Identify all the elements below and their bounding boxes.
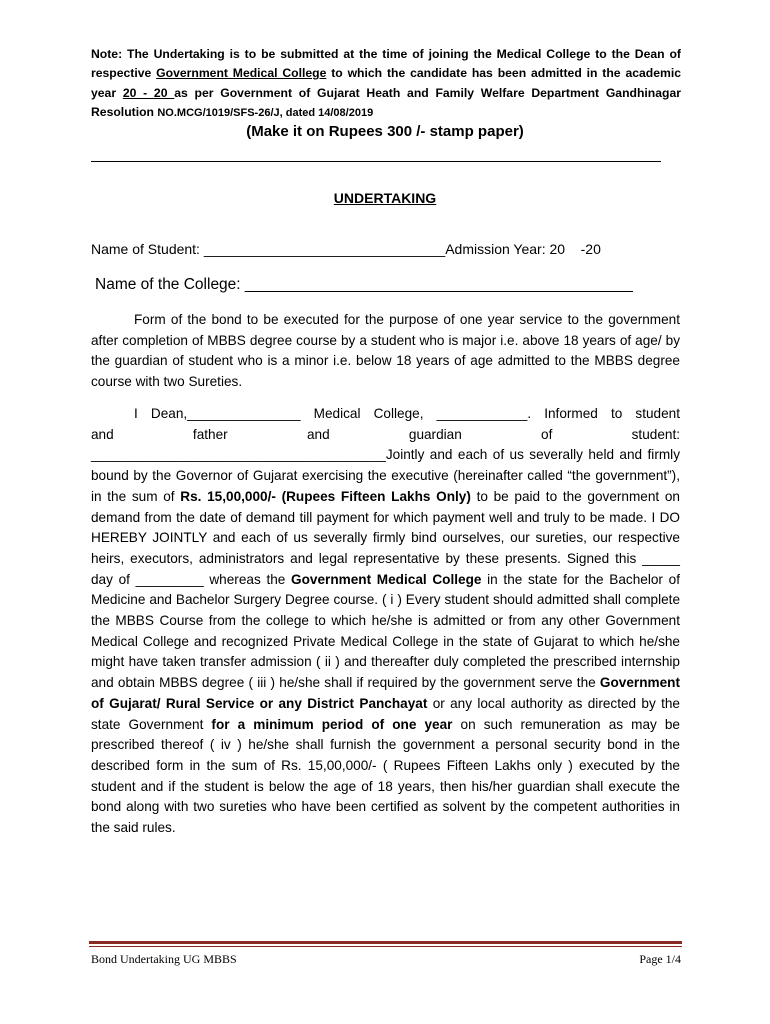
footer-document-title: Bond Undertaking UG MBBS [91,952,237,966]
guardian-line: and father and guardian of student: [91,426,680,442]
dean-line [91,404,680,425]
bond-purpose-text: Form of the bond to be executed for the purpose of one year service to the government after completion of MBBS degree course by a student who is major i.e. above 18 years of age/ by the guardian of student who is a minor i.e. below 18 years of age admitted to the MBBS degree course with two Sureties. [91,312,680,390]
bond-terms-text-i: on such remuneration as may be prescribed thereof ( iv ) he/she shall furnish the government a personal security bond in the described form in the sum of Rs. 15,00,000/- ( Rupees Fifteen Lakhs only ) executed by the student and if the student is below the age of 18 years, then his/her guardian shall execute the bond along with two sureties who have been certified as solvent by the competent authorities in the said rules. [91,716,680,836]
bond-terms-paragraph [91,404,680,839]
footer-rule-thin [89,946,682,947]
horizontal-rule [91,161,661,162]
service-authority-bold: Government of Gujarat/ Rural Service or any District Panchayat [91,675,680,711]
note-text-3: as per Government of Gujarat Heath and Family Welfare Department Gandhinagar Resolution [91,85,681,119]
college-name-line: Name of the College: _____________________________________________ [95,276,633,293]
note-college-underlined: Government Medical College [156,66,327,81]
minimum-period-bold: for a minimum period of one year [211,716,453,732]
government-medical-college-bold: Government Medical College [291,571,482,587]
note-text-2: to which the candidate has been admitted in the academic year [91,66,681,100]
bond-terms-text-g: or any local authority as directed by the state Government [91,695,680,732]
dean-line-text: I Dean,_______________ Medical College, ____________. Informed to student [134,406,680,421]
bond-purpose-paragraph [91,310,680,393]
bond-terms-text-e: in the state for the Bachelor of Medicine and Bachelor Surgery Degree course. ( i ) Every student should admitted shall complete the MBBS Course from the college to which he/she is admitted or from any other Government Medical College and recognized Private Medical College in the state of Gujarat to which he/she might have taken transfer admission ( ii ) and thereafter duly completed the prescribed internship and obtain MBBS degree ( iii ) he/she shall if required by the government serve the [91,571,680,691]
note-text-1: Note: The Undertaking is to be submitted at the time of joining the Medical College to the Dean of respective [91,47,681,81]
footer-rule-thick [89,941,682,944]
page-title: UNDERTAKING [333,190,437,206]
bond-terms-text-a: _______________________________________Jointly and each of us severally held and firmly bound by the Governor of Gujarat exercising the executive (hereinafter called “the government”), in the sum of [91,447,680,504]
footer-page-number: Page 1/4 [639,952,681,966]
note-year-blank: 20 - 20 [122,85,175,100]
student-name-line: Name of Student: _______________________________Admission Year: 20 -20 [91,241,601,257]
note-paragraph [91,45,681,123]
bond-terms-text-c: to be paid to the government on demand from the date of demand till payment for which payment well and truly to be made. I DO HEREBY JOINTLY and each of us severally firmly bind ourselves, our sureties, our respective heirs, executors, administrators and legal representative by these presents. Signed this _____ day of _________ whereas the [91,488,680,587]
stamp-paper-instruction: (Make it on Rupees 300 /- stamp paper) [246,123,524,140]
bond-amount: Rs. 15,00,000/- (Rupees Fifteen Lakhs Only) [180,488,471,504]
note-resolution-ref: NO.MCG/1019/SFS-26/J, dated 14/08/2019 [157,106,374,119]
